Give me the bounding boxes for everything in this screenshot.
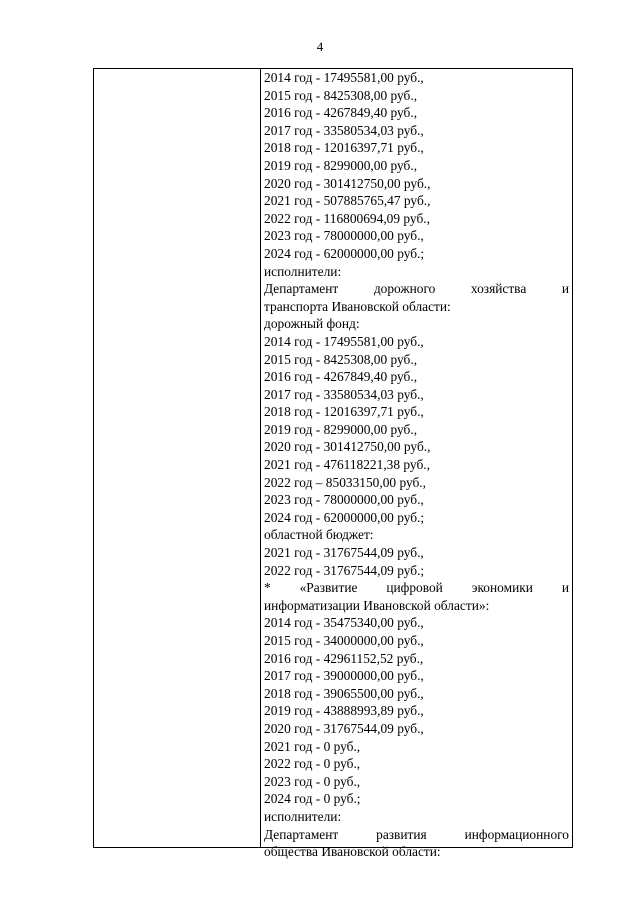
text-line: Департамент развития информационного — [264, 826, 569, 842]
text-line: областной бюджет: — [264, 527, 374, 543]
text-line: 2016 год - 42961152,52 руб., — [264, 650, 424, 666]
text-line: 2022 год - 116800694,09 руб., — [264, 210, 430, 226]
text-line: общества Ивановской области: — [264, 844, 441, 860]
text-line: Департамент дорожного хозяйства и — [264, 281, 569, 297]
text-line: 2020 год - 301412750,00 руб., — [264, 175, 431, 191]
text-line: 2015 год - 8425308,00 руб., — [264, 351, 418, 367]
page-number: 4 — [316, 39, 324, 54]
text-line: 2023 год - 0 руб., — [264, 773, 361, 789]
text-line: 2023 год - 78000000,00 руб., — [264, 492, 424, 508]
text-line: 2015 год - 34000000,00 руб., — [264, 633, 424, 648]
text-line: исполнители: — [264, 808, 342, 824]
text-line: * «Развитие цифровой экономики и — [264, 580, 569, 596]
text-line: 2021 год - 476118221,38 руб., — [264, 457, 430, 473]
text-line: 2020 год - 31767544,09 руб., — [264, 720, 424, 736]
text-line: транспорта Ивановской области: — [264, 298, 451, 314]
text-line: 2024 год - 62000000,00 руб.; — [264, 509, 425, 525]
text-line: 2016 год - 4267849,40 руб., — [264, 369, 418, 385]
text-line: 2018 год - 39065500,00 руб., — [264, 685, 424, 701]
text-line: 2019 год - 8299000,00 руб., — [264, 421, 418, 437]
text-line: дорожный фонд: — [264, 316, 360, 332]
text-line: 2014 год - 17495581,00 руб., — [264, 333, 424, 349]
column-divider — [260, 69, 261, 847]
text-line: 2022 год – 85033150,00 руб., — [264, 474, 426, 490]
text-line: 2022 год - 31767544,09 руб.; — [264, 562, 425, 578]
text-line: 2014 год - 35475340,00 руб., — [264, 615, 424, 631]
text-line: информатизации Ивановской области»: — [264, 597, 490, 613]
text-line: 2024 год - 62000000,00 руб.; — [264, 245, 425, 261]
text-line: 2023 год - 78000000,00 руб., — [264, 228, 424, 244]
text-line: 2021 год - 0 руб., — [264, 738, 361, 754]
text-line: исполнители: — [264, 263, 342, 279]
text-line: 2014 год - 17495581,00 руб., — [264, 70, 424, 85]
text-line: 2022 год - 0 руб., — [264, 756, 361, 772]
text-line: 2021 год - 31767544,09 руб., — [264, 545, 424, 561]
text-line: 2024 год - 0 руб.; — [264, 791, 361, 807]
text-line: 2019 год - 8299000,00 руб., — [264, 157, 418, 173]
text-line: 2016 год - 4267849,40 руб., — [264, 105, 418, 121]
text-line: 2015 год - 8425308,00 руб., — [264, 87, 418, 103]
text-line: 2017 год - 39000000,00 руб., — [264, 668, 424, 684]
funding-table — [93, 68, 573, 860]
text-line: 2020 год - 301412750,00 руб., — [264, 439, 431, 455]
table-cell-right — [264, 69, 569, 861]
text-line: 2018 год - 12016397,71 руб., — [264, 404, 424, 420]
text-line: 2018 год - 12016397,71 руб., — [264, 140, 424, 156]
text-line: 2021 год - 507885765,47 руб., — [264, 193, 431, 209]
text-line: 2017 год - 33580534,03 руб., — [264, 386, 424, 402]
text-line: 2017 год - 33580534,03 руб., — [264, 122, 424, 138]
text-line: 2019 год - 43888993,89 руб., — [264, 703, 424, 719]
